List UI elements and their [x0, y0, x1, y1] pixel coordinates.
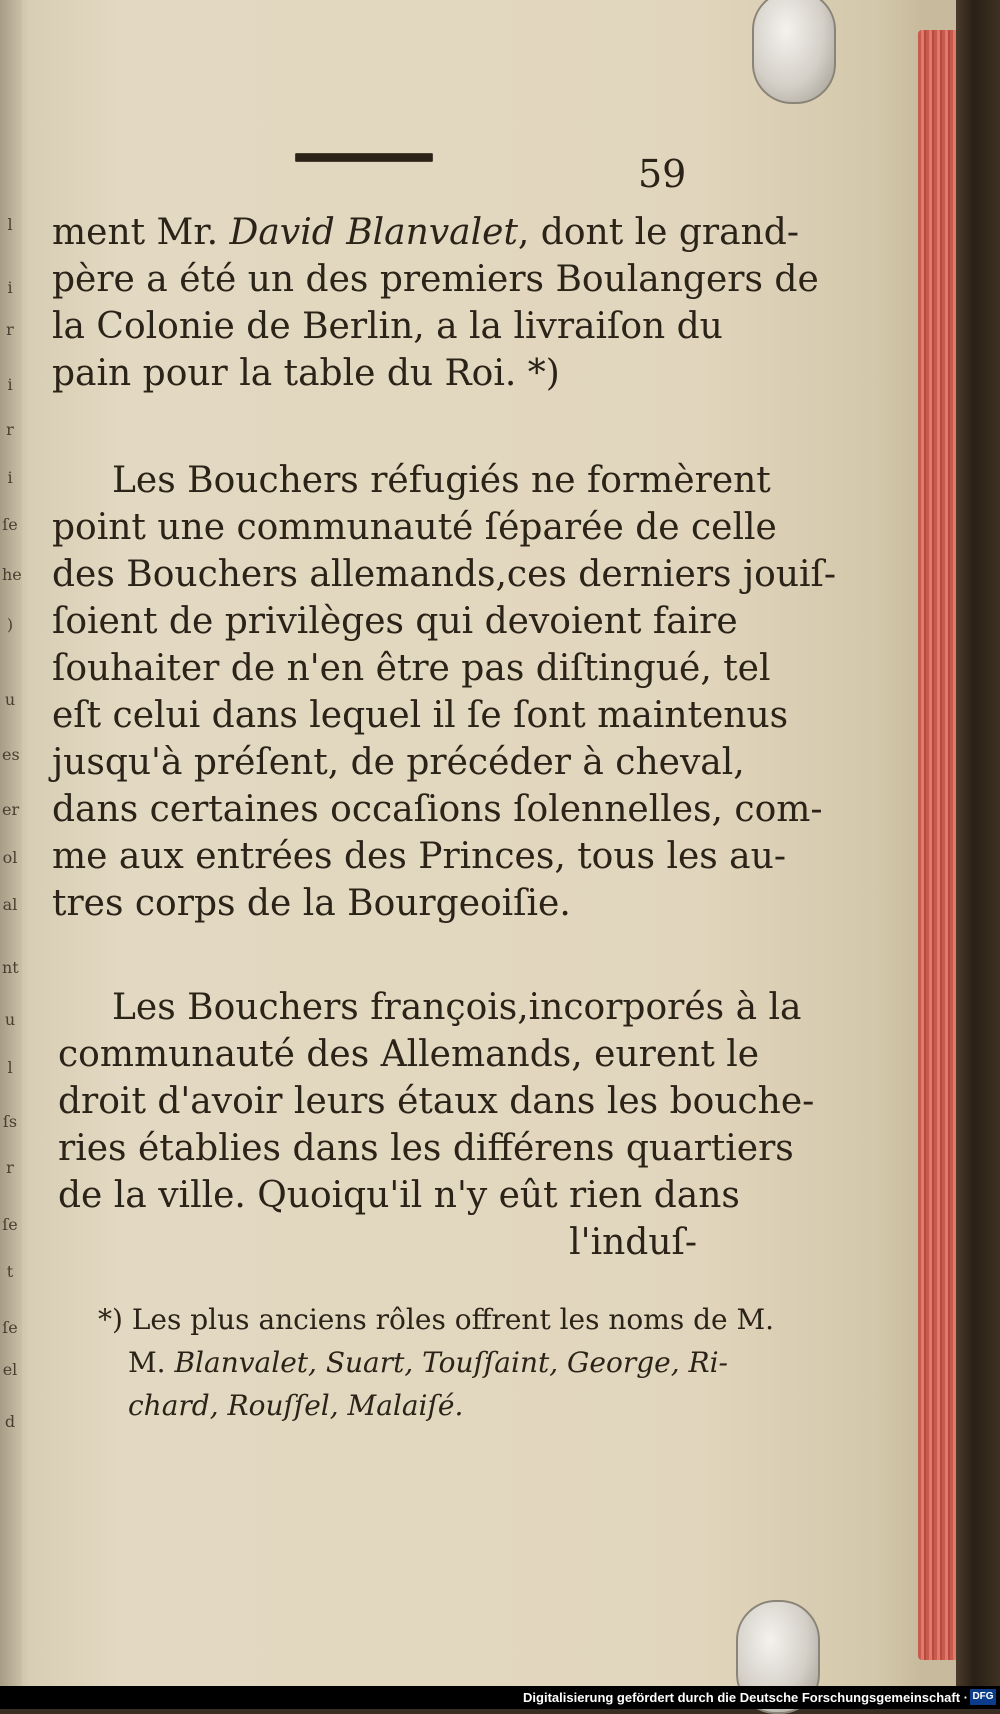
facing-page-fragment: ſe [2, 1215, 18, 1234]
facing-page-fragment: t [6, 1262, 14, 1281]
body-line: ment Mr. David Blanvalet, dont le grand- [52, 212, 799, 253]
funding-credit: Digitalisierung gefördert durch die Deutsche Forschungsgemeinschaft · [523, 1690, 968, 1705]
facing-page-fragment: ) [6, 615, 14, 634]
body-line: ſoient de privilèges qui devoient faire [52, 601, 738, 642]
facing-page-fragment: u [4, 1010, 16, 1029]
facing-page-fragment: l [7, 215, 13, 234]
body-line: droit d'avoir leurs étaux dans les bouche- [58, 1081, 815, 1122]
footnote-line: *) Les plus anciens rôles offrent les noms de M. [98, 1303, 775, 1336]
catchword: l'induſ- [569, 1222, 697, 1263]
body-line: ries établies dans les différens quartiers [58, 1128, 794, 1169]
body-line: des Bouchers allemands,ces derniers jouiſ- [52, 554, 837, 595]
header-rule [295, 153, 433, 162]
body-line: père a été un des premiers Boulangers de [52, 259, 819, 300]
body-line: eſt celui dans lequel il ſe ſont maintenus [52, 695, 789, 736]
footnote-line: chard, Rouſſel, Malaiſé. [128, 1389, 464, 1422]
book-cover-edge [956, 0, 1000, 1709]
facing-page-fragment: u [4, 690, 16, 709]
body-line: me aux entrées des Princes, tous les au- [52, 836, 786, 877]
body-line: Les Bouchers réfugiés ne formèrent [112, 460, 771, 501]
facing-page-fragment: he [2, 565, 22, 584]
glass-clip-top [752, 0, 836, 104]
body-line: de la ville. Quoiqu'il n'y eût rien dans [58, 1175, 740, 1216]
digitization-footer [0, 1686, 1000, 1709]
facing-page-fragment: ſe [2, 1318, 18, 1337]
facing-page-fragment: er [2, 800, 20, 819]
body-line: jusqu'à préſent, de précéder à cheval, [52, 742, 745, 783]
facing-page-fragment: ol [2, 848, 18, 867]
page-number: 59 [638, 152, 687, 196]
facing-page-fragment: i [7, 278, 13, 297]
facing-page-fragment: ſe [2, 515, 18, 534]
facing-page-fragment: al [2, 895, 18, 914]
body-line: la Colonie de Berlin, a la livraiſon du [52, 306, 723, 347]
facing-page-gutter [0, 0, 22, 1709]
footnote-line: M. Blanvalet, Suart, Touſſaint, George, Ri- [128, 1346, 729, 1379]
body-line: communauté des Allemands, eurent le [58, 1034, 760, 1075]
facing-page-fragment: r [6, 320, 14, 339]
facing-page-fragment: r [6, 1158, 14, 1177]
facing-page-fragment: es [2, 745, 20, 764]
facing-page-fragment: r [6, 420, 14, 439]
facing-page-fragment: el [2, 1360, 18, 1379]
facing-page-fragment: i [7, 468, 13, 487]
body-line: tres corps de la Bourgeoiſie. [52, 883, 571, 924]
body-line: pain pour la table du Roi. *) [52, 353, 560, 394]
body-line: point une communauté ſéparée de celle [52, 507, 777, 548]
body-line: ſouhaiter de n'en être pas diſtingué, tel [52, 648, 771, 689]
dfg-logo: DFG [970, 1689, 996, 1705]
body-line: dans certaines occaſions ſolennelles, com- [52, 789, 823, 830]
facing-page-fragment: d [4, 1412, 16, 1431]
facing-page-fragment: ſs [2, 1112, 18, 1131]
facing-page-fragment: l [7, 1058, 13, 1077]
facing-page-fragment: i [7, 375, 13, 394]
body-line: Les Bouchers françois,incorporés à la [112, 987, 802, 1028]
red-page-edge [918, 30, 958, 1660]
facing-page-fragment: nt [2, 958, 19, 977]
